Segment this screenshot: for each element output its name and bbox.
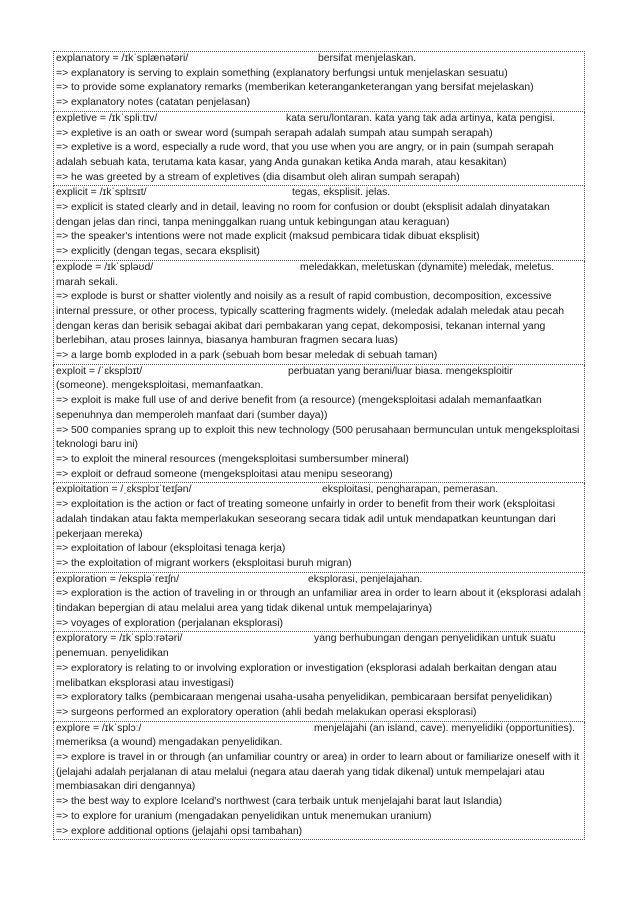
entry-definition: kata seru/lontaran. kata yang tak ada artinya, kata pengisi. bbox=[286, 112, 556, 124]
example-sentence: => expletive is an oath or swear word (sumpah serapah adalah sumpah atau sumpah serapah) bbox=[56, 127, 493, 139]
example-sentence: => he was greeted by a stream of expletives (dia disambut oleh aliran sumpah serapah) bbox=[56, 171, 460, 183]
entry-definition-continued: penemuan. penyelidikan bbox=[56, 648, 169, 660]
example-sentence: => voyages of exploration (perjalanan eksplorasi) bbox=[56, 617, 283, 629]
headword-pronunciation: explicit = /ɪkˈsplɪsɪt/ bbox=[56, 187, 147, 199]
example-sentence: => explanatory notes (catatan penjelasan) bbox=[56, 97, 251, 109]
entry-definition: tegas, eksplisit. jelas. bbox=[292, 187, 391, 199]
dictionary-entry bbox=[53, 483, 585, 572]
example-sentence: => to provide some explanatory remarks (memberikan keteranganketerangan yang bersifat mejelaskan) bbox=[56, 82, 534, 94]
entry-definition: perbuatan yang berani/luar biasa. mengeksploitir bbox=[288, 365, 513, 377]
example-sentence: => exploitation is the action or fact of treating someone unfairly in order to benefit from their work (eksploitasi adalah tindakan atau fakta memperlakukan seseorang secara tidak adil untuk mendapatkan keuntungan dari pekerjaan mereka) bbox=[56, 499, 556, 540]
example-sentence: => explicitly (dengan tegas, secara eksplisit) bbox=[56, 246, 260, 258]
dictionary-entry bbox=[53, 573, 585, 633]
dictionary-entry bbox=[53, 365, 585, 484]
example-sentence: => exploration is the action of traveling in or through an unfamiliar area in order to learn about it (eksplorasi adalah tindakan bepergian di atau melalui area yang tidak dikenal untuk mempelajarinya) bbox=[56, 588, 582, 615]
dictionary-entry bbox=[53, 632, 585, 721]
dictionary-entry bbox=[53, 722, 585, 841]
example-sentence: => to explore for uranium (mengadakan penyelidikan untuk menemukan uranium) bbox=[56, 810, 432, 822]
example-sentence: => exploit is make full use of and derive benefit from (a resource) (mengeksploitasi adalah memanfaatkan sepenuhnya dan memperoleh manfaat dari (sumber daya)) bbox=[56, 395, 542, 421]
entry-headline bbox=[56, 186, 583, 201]
example-sentence: => exploratory talks (pembicaraan mengenai usaha-usaha penyelidikan, pembicaraan bersifat penyelidikan) bbox=[56, 692, 553, 704]
example-sentence: => explicit is stated clearly and in detail, leaving no room for confusion or doubt (eksplisit adalah dinyatakan dengan jelas dan rinci, tanpa meninggalkan ruang untuk kebingungan atau keraguan) bbox=[56, 202, 550, 228]
entry-definition-continued: memeriksa (a wound) mengadakan penyelidikan. bbox=[56, 737, 283, 749]
example-sentence: => a large bomb exploded in a park (sebuah bom besar meledak di sebuah taman) bbox=[56, 350, 438, 362]
entry-definition-continued: marah sekali. bbox=[56, 276, 118, 288]
headword-pronunciation: exploitation = /ˌɛksplɔɪˈteɪʃən/ bbox=[56, 484, 192, 496]
dictionary-entry bbox=[53, 186, 585, 261]
example-sentence: => surgeons performed an exploratory operation (ahli bedah melakukan operasi eksplorasi) bbox=[56, 706, 477, 718]
example-sentence: => explore is travel in or through (an unfamiliar country or area) in order to learn about or familiarize oneself with it (jelajahi adalah perjalanan di atau melalui (negara atau daerah yang tidak dikenal) untuk mempelajari atau membiasakan diri dengannya) bbox=[56, 752, 580, 793]
entry-definition-continued: (someone). mengeksploitasi, memanfaatkan. bbox=[56, 380, 264, 392]
example-sentence: => explanatory is serving to explain something (explanatory berfungsi untuk menjelaskan sesuatu) bbox=[56, 67, 508, 79]
dictionary-entry bbox=[53, 112, 585, 187]
entry-definition: yang berhubungan dengan penyelidikan untuk suatu bbox=[314, 633, 556, 645]
example-sentence: => explode is burst or shatter violently and noisily as a result of rapid combustion, decomposition, excessive internal pressure, or other process, typically scattering fragments widely. (meledak adalah meledak atau pecah dengan keras dan berisik sebagai akibat dari pembakaran yang cepat, dekomposisi, tekanan internal yang berlebihan, atau proses lainnya, biasanya hamburan fragmen secara luas) bbox=[56, 291, 565, 347]
headword-pronunciation: exploratory = /ɪkˈsplɔːrətəri/ bbox=[56, 633, 183, 645]
entry-definition: eksplorasi, penjelajahan. bbox=[308, 573, 423, 585]
example-sentence: => expletive is a word, especially a rude word, that you use when you are angry, or in pain (sumpah serapah adalah sebuah kata, terutama kata kasar, yang Anda gunakan ketika Anda marah, atau kesakitan) bbox=[56, 142, 554, 168]
example-sentence: => explore additional options (jelajahi opsi tambahan) bbox=[56, 825, 303, 837]
entry-headline bbox=[56, 52, 583, 67]
example-sentence: => to exploit the mineral resources (mengeksploitasi sumbersumber mineral) bbox=[56, 453, 409, 465]
entry-headline bbox=[56, 573, 583, 588]
dictionary-page bbox=[53, 51, 585, 840]
headword-pronunciation: explore = /ɪkˈsplɔː/ bbox=[56, 722, 142, 734]
example-sentence: => exploit or defraud someone (mengeksploitasi atau menipu seseorang) bbox=[56, 468, 393, 480]
example-sentence: => the exploitation of migrant workers (eksploitasi buruh migran) bbox=[56, 557, 352, 569]
headword-pronunciation: exploration = /ekspləˈreɪʃn/ bbox=[56, 573, 179, 585]
dictionary-entry bbox=[53, 51, 585, 112]
example-sentence: => exploitation of labour (eksploitasi tenaga kerja) bbox=[56, 543, 286, 555]
example-sentence: => 500 companies sprang up to exploit this new technology (500 perusahaan bermunculan untuk mengeksploitasi teknologi baru ini) bbox=[56, 424, 580, 451]
headword-pronunciation: explode = /ɪkˈspləʊd/ bbox=[56, 261, 154, 273]
headword-pronunciation: exploit = /ˈɛksplɔɪt/ bbox=[56, 365, 143, 377]
dictionary-entry bbox=[53, 261, 585, 365]
entry-definition: bersifat menjelaskan. bbox=[318, 53, 417, 64]
entry-definition: eksploitasi, pengharapan, pemerasan. bbox=[322, 484, 499, 496]
entry-definition: meledakkan, meletuskan (dynamite) meledak, meletus. bbox=[300, 261, 555, 273]
headword-pronunciation: expletive = /ɪkˈspliːtɪv/ bbox=[56, 112, 158, 124]
example-sentence: => the speaker's intentions were not made explicit (maksud pembicara tidak dibuat eksplisit) bbox=[56, 231, 480, 243]
entry-headline bbox=[56, 483, 583, 498]
entry-headline bbox=[56, 365, 583, 380]
example-sentence: => exploratory is relating to or involving exploration or investigation (eksplorasi adalah berkaitan dengan atau melibatkan eksplorasi atau investigasi) bbox=[56, 662, 557, 689]
headword-pronunciation: explanatory = /ɪkˈsplænətəri/ bbox=[56, 53, 189, 64]
entry-definition: menjelajahi (an island, cave). menyelidiki (opportunities). bbox=[314, 722, 576, 734]
example-sentence: => the best way to explore Iceland's northwest (cara terbaik untuk menjelajahi barat laut Islandia) bbox=[56, 796, 503, 808]
entry-headline bbox=[56, 112, 583, 127]
entry-headline bbox=[56, 632, 583, 647]
entry-headline bbox=[56, 722, 583, 737]
entry-headline bbox=[56, 261, 583, 276]
